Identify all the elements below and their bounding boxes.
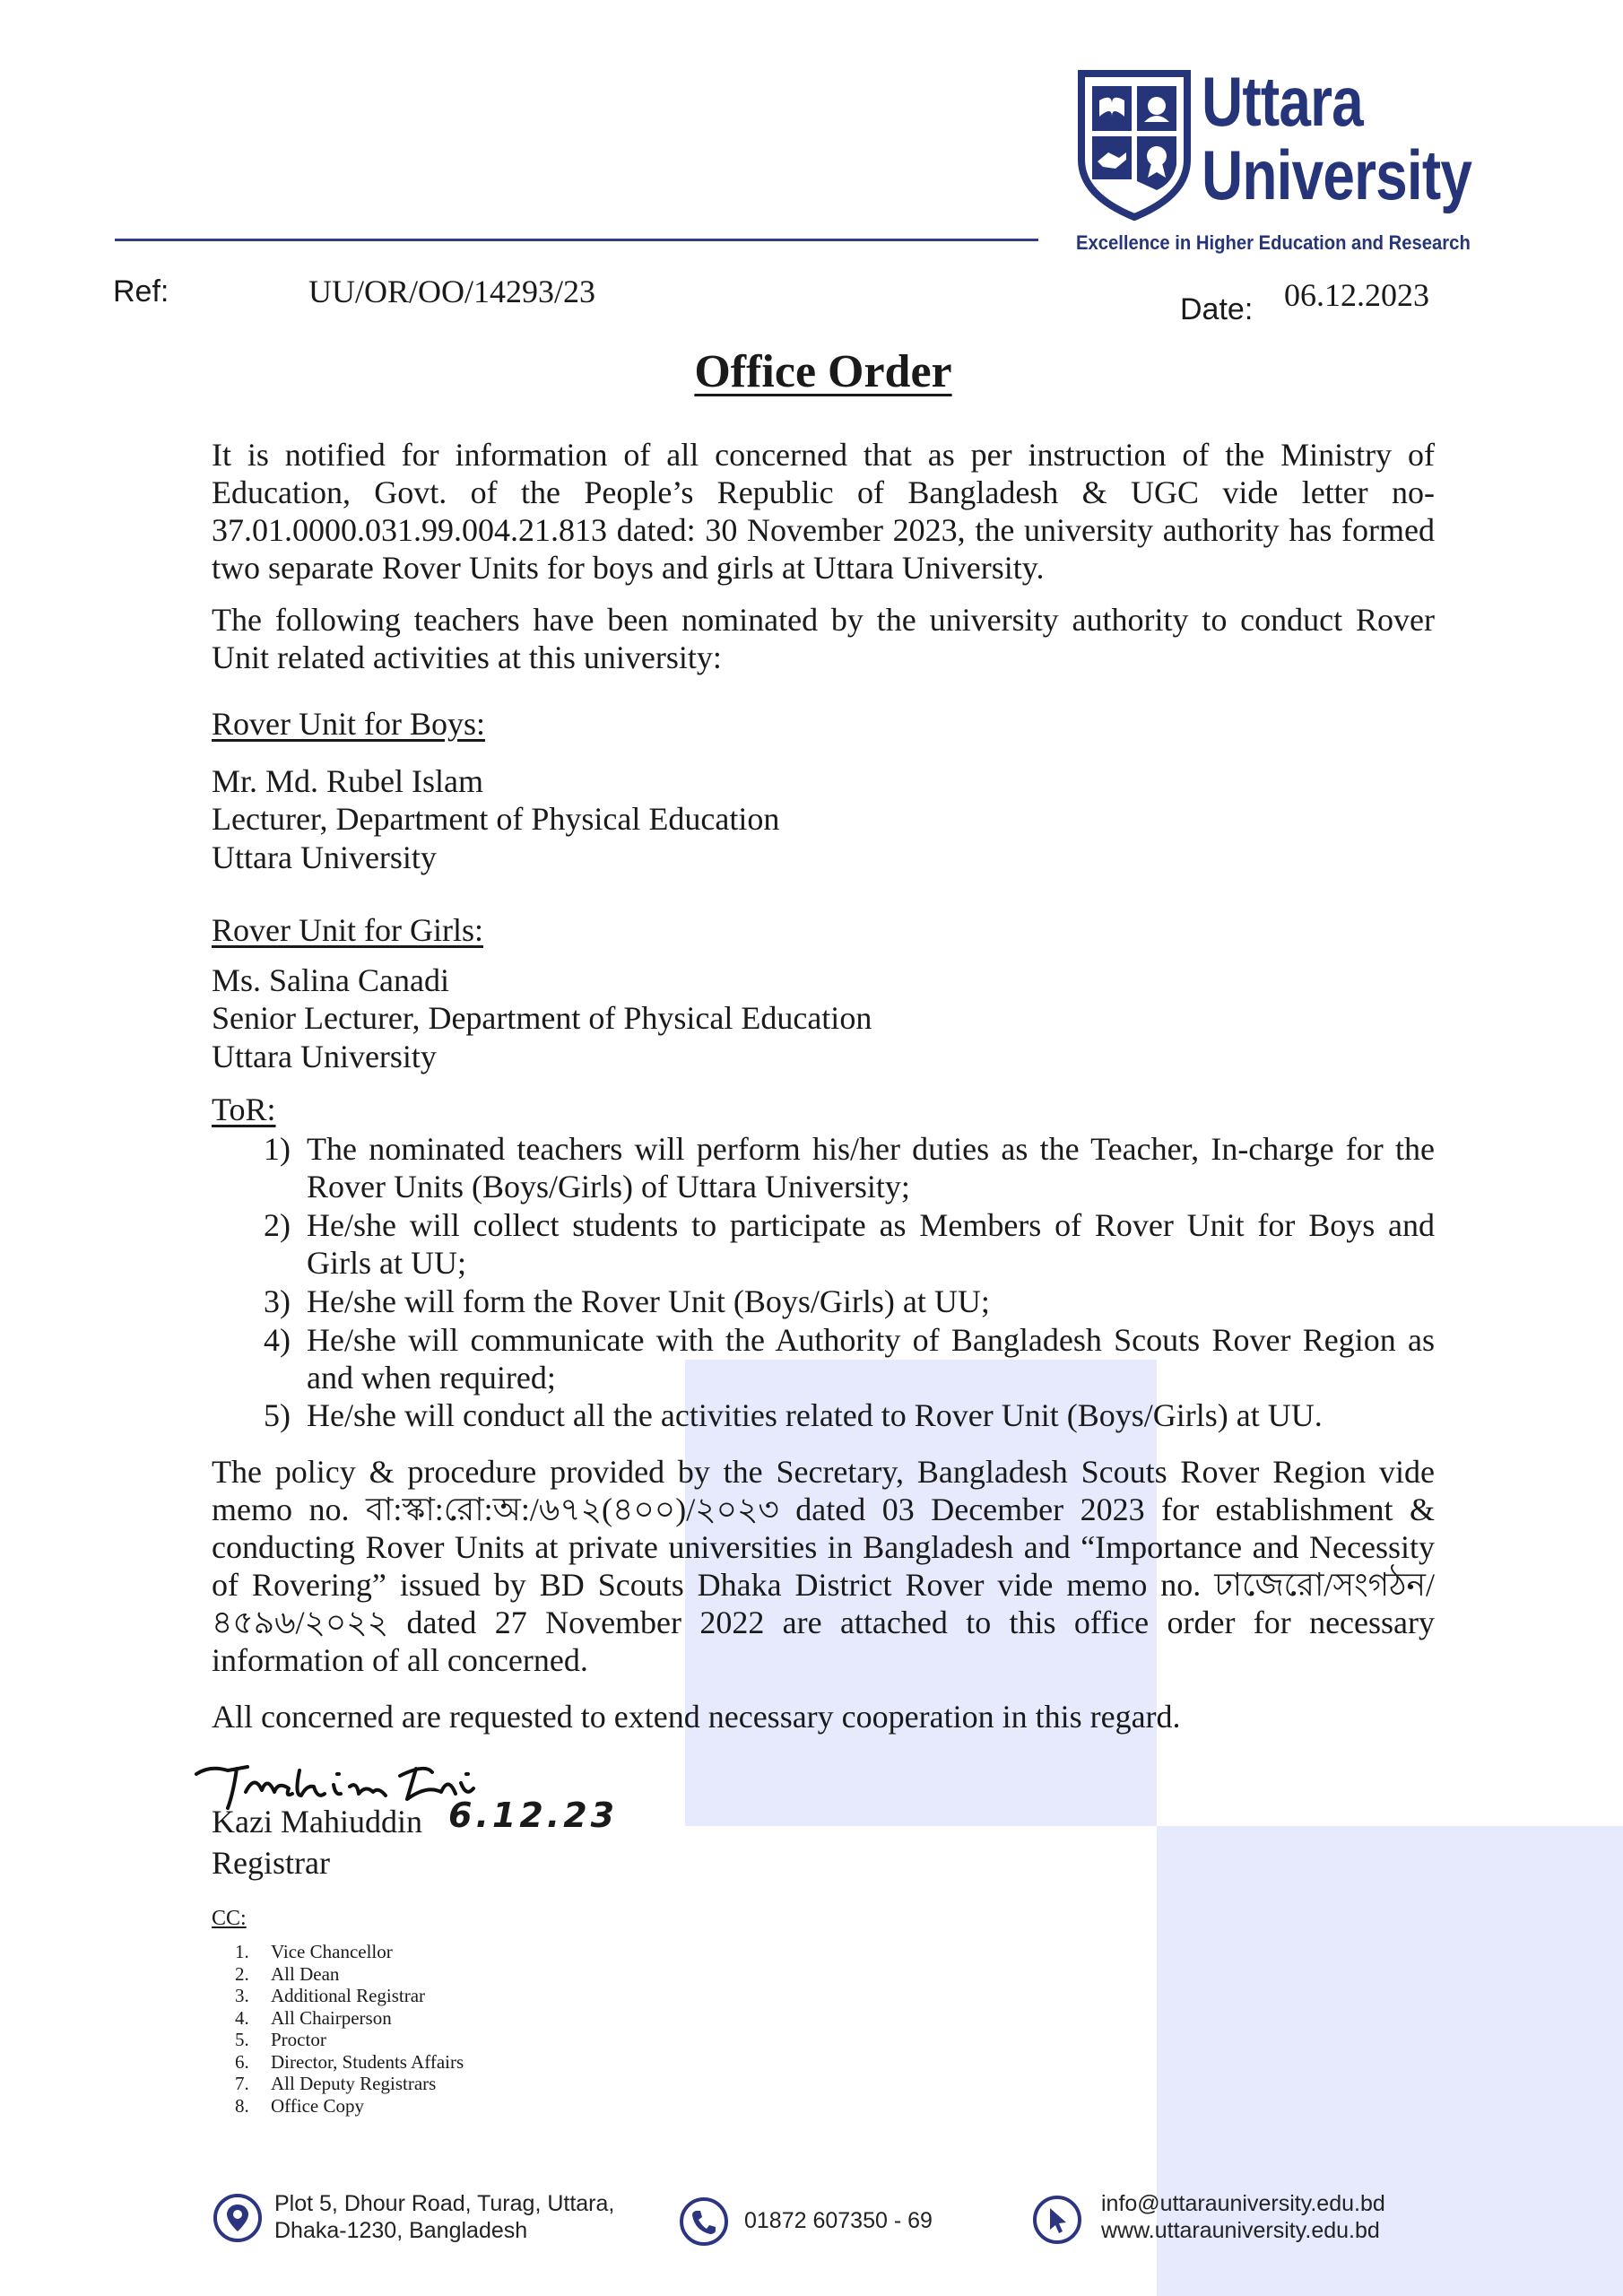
logo-tagline: Excellence in Higher Education and Research bbox=[1076, 231, 1471, 254]
list-item-text: All Dean bbox=[271, 1962, 340, 1985]
nomination-paragraph: The following teachers have been nominated by the university authority to conduct Rover Unit related activities at this university: bbox=[212, 602, 1435, 675]
girls-teacher-designation: Senior Lecturer, Department of Physical Education bbox=[212, 1000, 872, 1036]
ref-number: UU/OR/OO/14293/23 bbox=[308, 274, 596, 309]
list-item-number: 2. bbox=[235, 1962, 249, 1985]
list-item bbox=[256, 1321, 1435, 1396]
boys-teacher-designation: Lecturer, Department of Physical Education bbox=[212, 801, 780, 837]
list-item-number: 6. bbox=[235, 2050, 249, 2073]
list-item-text: He/she will collect students to participate as Members of Rover Unit for Boys and Girls at UU; bbox=[307, 1207, 1435, 1281]
girls-unit-heading: Rover Unit for Girls: bbox=[212, 912, 483, 948]
date-label: Date: bbox=[1180, 292, 1254, 326]
list-item-text: Office Copy bbox=[271, 2094, 365, 2117]
list-item bbox=[256, 1396, 1435, 1434]
logo-line-1: Uttara bbox=[1202, 62, 1363, 141]
ref-label: Ref: bbox=[113, 274, 169, 309]
intro-paragraph: It is notified for information of all concerned that as per instruction of the Ministry of Education, Govt. of the People’s Republic of Bangladesh & UGC vide letter no-37.01.0000.031.99.004.21.813 dated: 30 November 2023, the university authority has formed two separate Rover Units for boys and girls at Uttara University. bbox=[212, 437, 1435, 586]
website-link[interactable]: www.uttarauniversity.edu.bd bbox=[1101, 2218, 1380, 2243]
list-item bbox=[215, 1985, 464, 2007]
boys-unit-heading: Rover Unit for Boys: bbox=[212, 706, 485, 742]
phone-icon bbox=[680, 2197, 728, 2246]
list-item bbox=[215, 2029, 464, 2051]
signatory-title: Registrar bbox=[212, 1845, 330, 1881]
list-item-text: All Chairperson bbox=[271, 2006, 392, 2029]
list-item bbox=[215, 2095, 464, 2118]
logo-wordmark bbox=[1202, 62, 1472, 214]
list-item-number: 7. bbox=[235, 2073, 249, 2094]
list-item bbox=[256, 1283, 1435, 1320]
page-title: Office Order bbox=[694, 346, 952, 397]
logo-line-2: University bbox=[1202, 135, 1472, 214]
boys-teacher-name: Mr. Md. Rubel Islam bbox=[212, 763, 483, 799]
list-item bbox=[256, 1130, 1435, 1205]
phone-number: 01872 607350 - 69 bbox=[744, 2208, 933, 2233]
email-link[interactable]: info@uttarauniversity.edu.bd bbox=[1101, 2191, 1385, 2216]
list-item-text: Director, Students Affairs bbox=[271, 2050, 464, 2073]
girls-teacher-institution: Uttara University bbox=[212, 1039, 437, 1074]
list-item bbox=[215, 2051, 464, 2074]
list-item-text: He/she will form the Rover Unit (Boys/Girls) at UU; bbox=[307, 1283, 990, 1319]
signatory-name: Kazi Mahiuddin bbox=[212, 1804, 422, 1839]
list-item-number: 1. bbox=[235, 1941, 249, 1962]
list-item-number: 2) bbox=[264, 1207, 291, 1243]
list-item bbox=[215, 2007, 464, 2030]
handwritten-date: 6.12.23 bbox=[448, 1796, 619, 1835]
list-item bbox=[215, 2073, 464, 2095]
closing-sentence: All concerned are requested to extend necessary cooperation in this regard. bbox=[212, 1699, 1181, 1735]
list-item-number: 3. bbox=[235, 1985, 249, 2006]
girls-teacher-name: Ms. Salina Canadi bbox=[212, 962, 449, 998]
list-item bbox=[215, 1963, 464, 1986]
list-item-text: He/she will conduct all the activities related to Rover Unit (Boys/Girls) at UU. bbox=[307, 1397, 1323, 1433]
list-item-number: 5. bbox=[235, 2029, 249, 2050]
list-item-number: 1) bbox=[264, 1131, 291, 1167]
cc-list bbox=[215, 1941, 464, 2117]
list-item-number: 3) bbox=[264, 1283, 291, 1319]
list-item bbox=[215, 1941, 464, 1963]
list-item-text: He/she will communicate with the Authority of Bangladesh Scouts Rover Region as and when required; bbox=[307, 1322, 1435, 1396]
list-item-text: The nominated teachers will perform his/her duties as the Teacher, In-charge for the Rover Units (Boys/Girls) of Uttara University; bbox=[307, 1131, 1435, 1205]
header-rule bbox=[115, 239, 1038, 241]
cursor-icon bbox=[1033, 2196, 1081, 2244]
cc-heading: CC: bbox=[212, 1907, 247, 1930]
university-shield-icon bbox=[1076, 70, 1193, 221]
list-item-text: Additional Registrar bbox=[271, 1985, 426, 2006]
tor-heading: ToR: bbox=[212, 1091, 276, 1127]
list-item-text: All Deputy Registrars bbox=[271, 2073, 437, 2094]
list-item-number: 5) bbox=[264, 1397, 291, 1433]
list-item bbox=[256, 1206, 1435, 1282]
boys-teacher-institution: Uttara University bbox=[212, 839, 437, 875]
policy-paragraph: The policy & procedure provided by the Secretary, Bangladesh Scouts Rover Region vide memo no. বা:স্কা:রো:অ:/৬৭২(৪০০)/২০২৩ dated 03 December 2023 for establishment & conducting Rover Units at private universities in Bangladesh and “Importance and Necessity of Rovering” issued by BD Scouts Dhaka District Rover vide memo no. ঢাজেরো/সংগঠন/৪৫৯৬/২০২২ dated 27 November 2022 are attached to this office order for necessary information of all concerned. bbox=[212, 1454, 1435, 1678]
list-item-number: 4) bbox=[264, 1322, 291, 1358]
list-item-number: 4. bbox=[235, 2006, 249, 2029]
address-line-1: Plot 5, Dhour Road, Turag, Uttara, bbox=[274, 2191, 615, 2216]
list-item-text: Proctor bbox=[271, 2029, 326, 2050]
address-line-2: Dhaka-1230, Bangladesh bbox=[274, 2218, 528, 2243]
location-pin-icon bbox=[213, 2194, 262, 2242]
list-item-number: 8. bbox=[235, 2094, 249, 2117]
list-item-text: Vice Chancellor bbox=[271, 1941, 393, 1962]
date-value: 06.12.2023 bbox=[1284, 277, 1429, 313]
